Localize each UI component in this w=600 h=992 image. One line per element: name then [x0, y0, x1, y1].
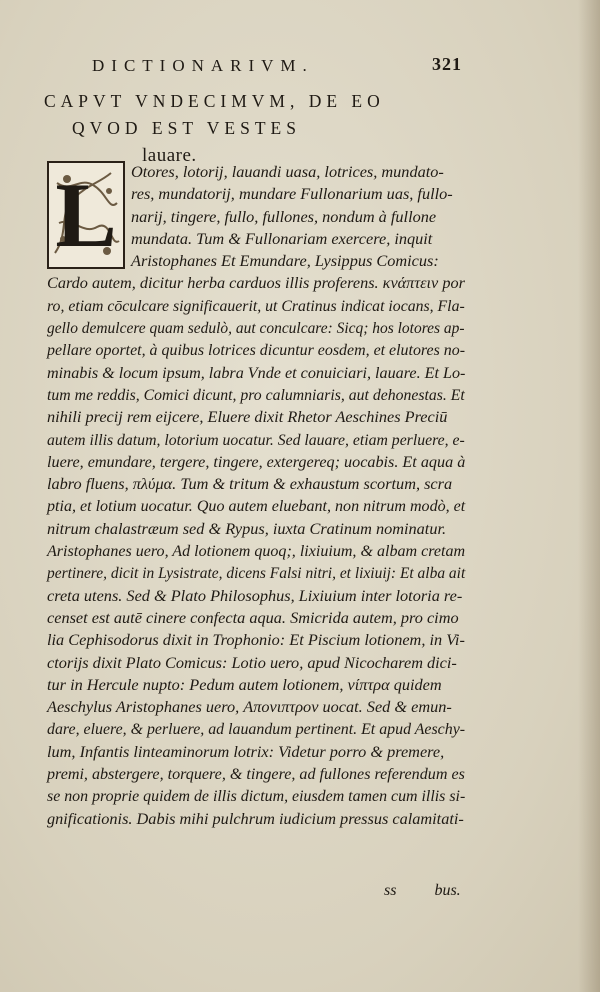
text-line: autem illis datum, lotorium uocatur. Sed lauare, etiam perluere, e- — [47, 429, 465, 449]
chapter-title — [44, 88, 464, 169]
text-line: premi, abstergere, torquere, & tingere, ad fullones referendum es — [47, 764, 465, 784]
text-line: nihili precij rem eijcere, Eluere dixit Rhetor Aeschines Preciū — [47, 407, 448, 427]
text-line: gello demulcere quam sedulò, aut conculcare: Sicq; hos lotores ap- — [47, 318, 465, 338]
text-line: lia Cephisodorus dixit in Trophonio: Et Piscium lotionem, in Vi- — [47, 630, 465, 650]
catchword-text: bus. — [434, 882, 461, 899]
text-line: dare, eluere, & perluere, ad lauandum pertinent. Et apud Aeschy- — [47, 719, 466, 739]
text-line: nitrum chalastræum sed & Rypus, iuxta Cratinum nominatur. — [47, 518, 447, 538]
text-line: ptia, et lotium uocatur. Quo autem eluebant, non nitrum modò, et — [47, 496, 466, 516]
text-line: pellare oportet, à quibus lotrices dicuntur eosdem, et elutores no- — [47, 340, 466, 360]
chapter-title-line-3: lauare. — [142, 145, 197, 166]
text-line: mundata. Tum & Fullonariam exercere, inquit — [131, 228, 433, 248]
text-line: lum, Infantis linteaminorum lotrix: Videtur porro & premere, — [47, 741, 445, 761]
text-line: Otores, lotorij, lauandi uasa, lotrices, mundato- — [131, 162, 444, 181]
running-head: DICTIONARIVM. — [92, 56, 314, 75]
text-line: tum me reddis, Comici dicunt, pro calumniaris, aut dehonestas. Et — [47, 384, 465, 404]
text-line: luere, emundare, tergere, tingere, extergereq; uocabis. Et aqua à — [47, 451, 466, 471]
drop-cap-letter: L — [55, 164, 117, 266]
text-line: pertinere, dicit in Lysistrate, dicens Falsi nitri, et lixiuij: Et alba ait — [47, 563, 466, 583]
text-line: Cardo autem, dicitur herba carduos illis proferens. κνάπτειν por — [47, 273, 465, 293]
text-line: Aeschylus Aristophanes uero, Απονιπτρον uocat. Sed & emun- — [47, 697, 452, 717]
catchword — [384, 882, 470, 900]
text-line: ro, etiam cōculcare significauerit, ut Cratinus indicat iocans, Fla- — [47, 295, 465, 315]
text-line: res, mundatorij, mundare Fullonarium uas, fullo- — [131, 184, 453, 204]
chapter-title-line-1: CAPVT VNDECIMVM, DE EO — [44, 91, 385, 111]
text-line: Aristophanes uero, Ad lotionem quoq;, lixiuium, & albam cretam — [47, 541, 466, 561]
text-line: minabis & locum ipsum, labra Vnde et conuiciari, lauare. Et Lo- — [47, 362, 466, 382]
text-line: se non proprie quidem de illis dictum, eiusdem tamen cum illis si- — [47, 786, 466, 806]
text-line: creta utens. Sed & Plato Philosophus, Lixiuium inter lotoria re- — [47, 585, 463, 605]
chapter-title-line-2: QVOD EST VESTES — [72, 118, 301, 138]
text-line: ctorijs dixit Plato Comicus: Lotio uero, apud Nicocharem dici- — [47, 652, 457, 672]
text-line: Aristophanes Et Emundare, Lysippus Comicus: — [131, 251, 439, 271]
text-line: censet est autē cinere confecta aqua. Smicrida autem, pro cimo — [47, 607, 459, 627]
body-text — [47, 161, 465, 830]
signature-mark: ss — [384, 882, 397, 899]
text-line: gnificationis. Dabis mihi pulchrum iudicium pressus calamitati- — [47, 808, 464, 828]
text-line: narij, tingere, fullo, fullones, nondum à fullone — [131, 206, 437, 226]
page-number: 321 — [432, 54, 462, 74]
text-line: labro fluens, πλύμα. Tum & tritum & exhaustum scortum, scra — [47, 474, 453, 494]
text-line: tur in Hercule nupto: Pedum autem lotionem, νίπτρα quidem — [47, 674, 442, 694]
